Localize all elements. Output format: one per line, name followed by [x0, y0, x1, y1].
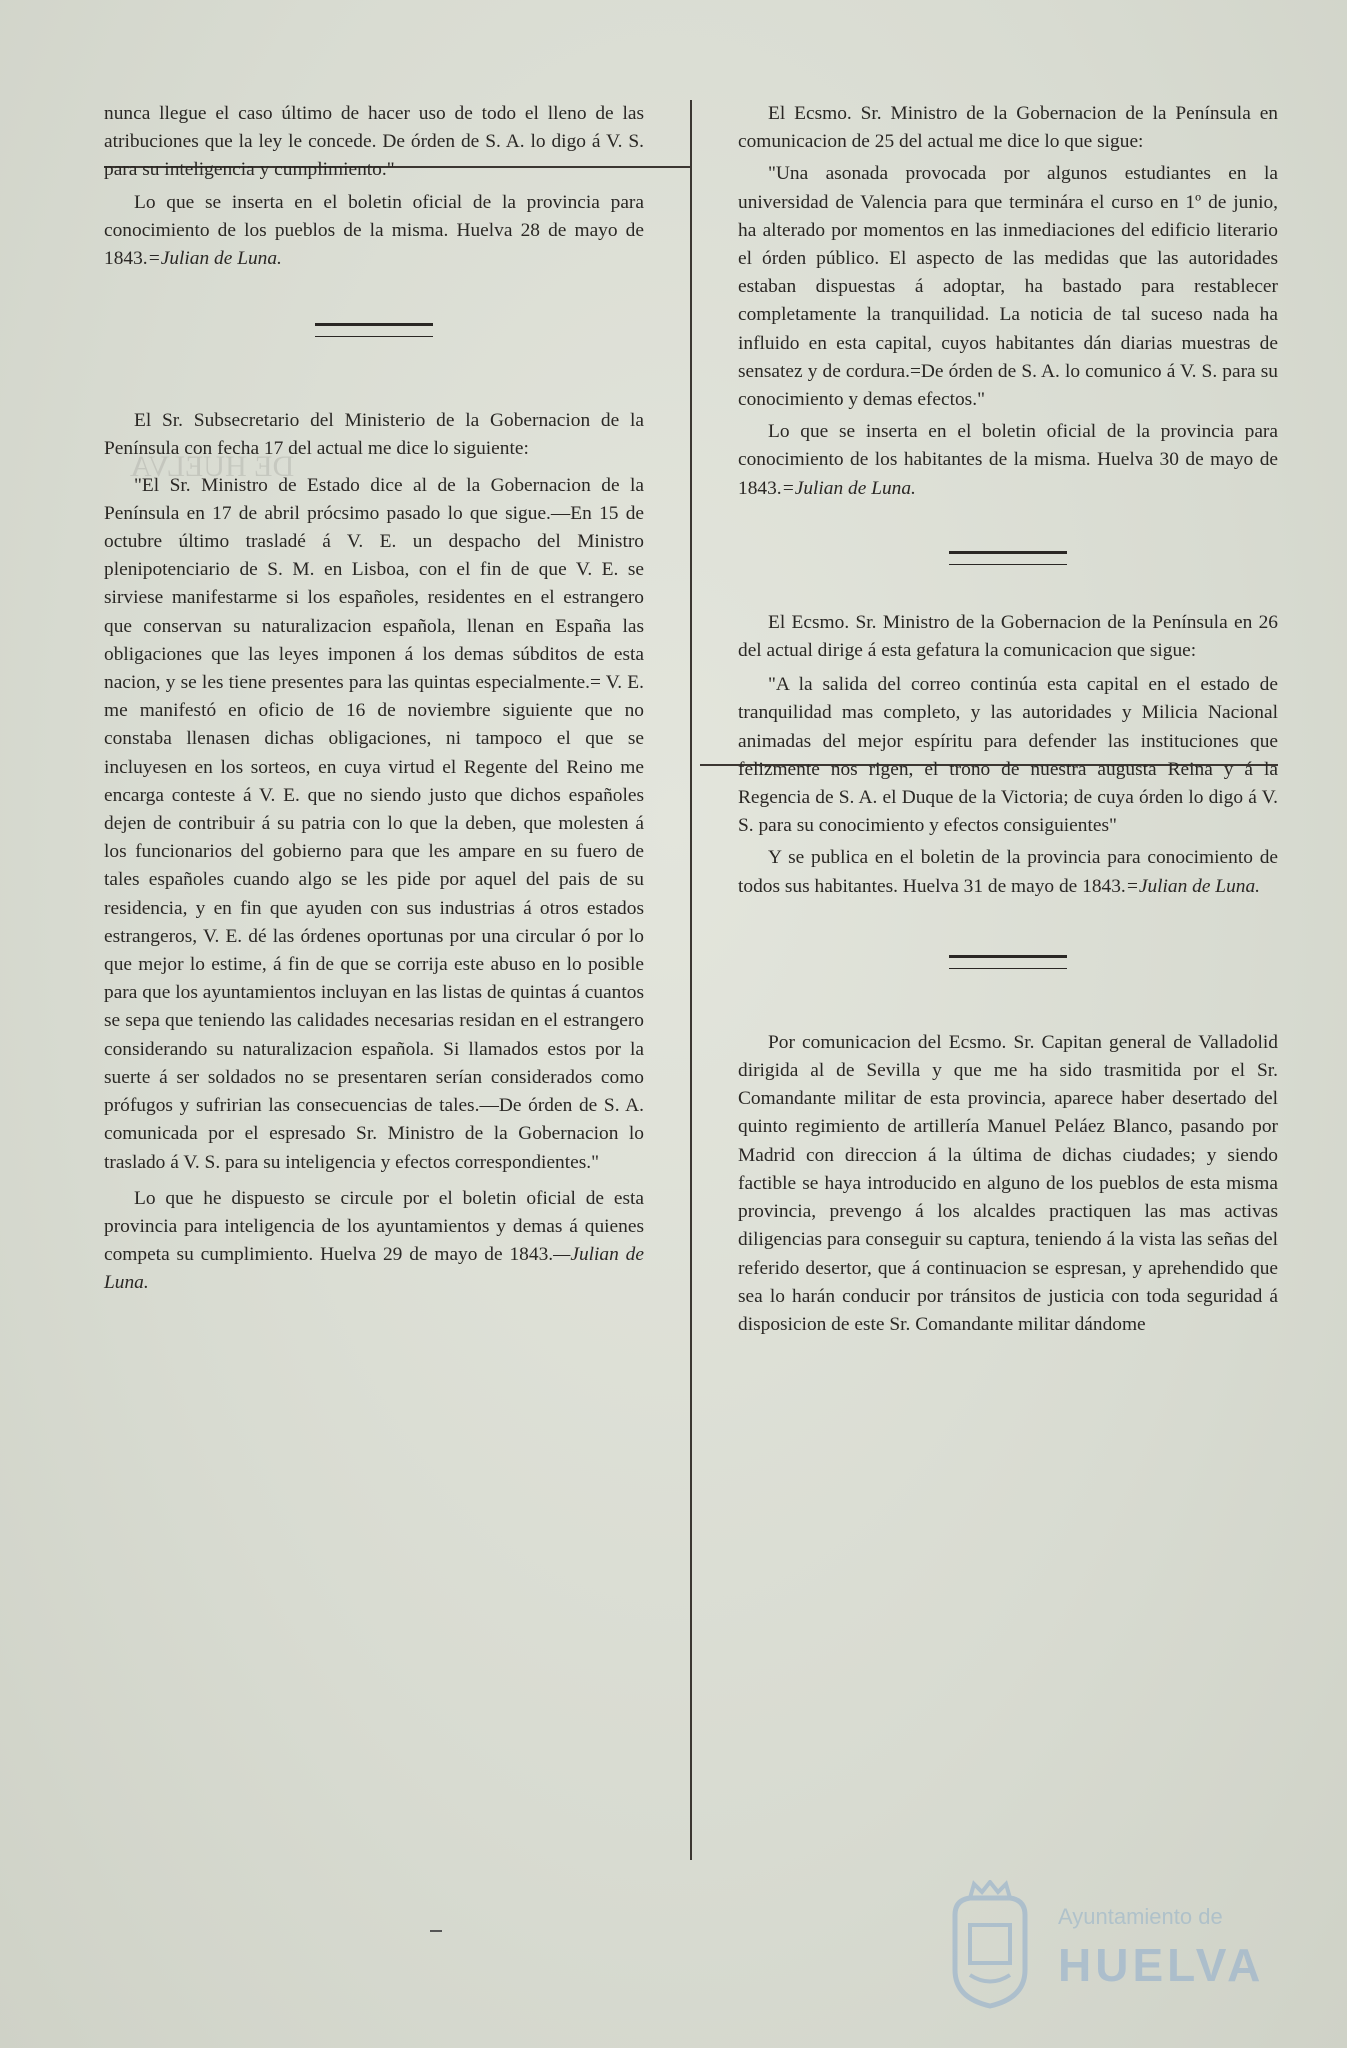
section-divider-3	[949, 955, 1067, 969]
left-paragraph-5-text: Lo que he dispuesto se circule por el boletin oficial de esta provincia para inteligencia de los ayuntamientos y demas á quienes competa su cumplimiento. Huelva 29 de mayo de 1843.	[104, 1187, 644, 1266]
section-divider-1	[315, 323, 433, 337]
right-paragraph-5: "A la salida del correo continúa esta capital en el estado de tranquilidad mas completo, y las autoridades y Milicia Nacional animadas del mejor espíritu para defender las instituciones que felizmente nos rigen, el trono de nuestra augusta Reina y á la Regencia de S. A. el Duque de la Victoria; de cuya órden lo digo á V. S. para su conocimiento y efectos consiguientes"	[738, 674, 1278, 837]
signature-julian-de-luna-2: —Julian de Luna.	[104, 1244, 644, 1294]
show-through-text: DE HUELVA	[130, 450, 295, 483]
right-paragraph-3	[738, 418, 1278, 503]
left-paragraph-4: "El Sr. Ministro de Estado dice al de la Gobernacion de la Península en 17 de abril prócsimo pasado lo que sigue.—En 15 de octubre último trasladé á V. E. un despacho del Ministro plenipotenciario de S. M. en Lisboa, con el fin de que V. E. se sirviese manifestarme si los españoles, residentes en el estrangero que conservan su naturalizacion española, llenan en España las obligaciones que las leyes imponen á los demas súbditos de esta nacion, y se les tiene presentes para las quintas especialmente.= V. E. me manifestó en oficio de 16 de noviembre siguiente que no constaba llenasen dichas obligaciones, ni tampoco el que se incluyesen en los sorteos, en cuya virtud el Regente del Reino me encarga conteste á V. E. que no siendo justo que dichos españoles dejen de contribuir á su patria con lo que la deben, que molesten á los funcionarios del gobierno para que les ampare en su fuero de tales españoles cuando algo se les pide por aquel del pais de su residencia, y en fin que ayuden con sus industrias á otros estados estrangeros, V. E. dé las órdenes oportunas por una circular ó por lo que mejor lo estime, á fin de que se corrija este abuso en lo posible para que los ayuntamientos incluyan en las listas de quintas á cuantos se sepa que teniendo las calidades necesarias residan en el estrangero considerando su naturalizacion española. Si llamados estos por la suerte á ser soldados no se presentaren serían considerados como prófugos y sufririan las consecuencias de tales.—De órden de S. A. comunicada por el espresado Sr. Ministro de la Gobernacion lo traslado á V. S. para su inteligencia y efectos correspondientes."	[104, 474, 644, 1173]
page-mark	[430, 1930, 442, 1932]
signature-julian-de-luna-1: =Julian de Luna.	[147, 248, 282, 270]
right-paragraph-6-text: Y se publica en el boletin de la provincia para conocimiento de todos sus habitantes. Huelva 31 de mayo de 1843.	[738, 847, 1278, 897]
signature-julian-de-luna-3: =Julian de Luna.	[781, 477, 916, 499]
left-paragraph-2-text: Lo que se inserta en el boletin oficial de la provincia para conocimiento de los pueblos de la misma. Huelva 28 de mayo de 1843.	[104, 191, 644, 270]
right-paragraph-7: Por comunicacion del Ecsmo. Sr. Capitan general de Valladolid dirigida al de Sevilla y que me ha sido trasmitida por el Sr. Comandante militar de esta provincia, aparece haber desertado del quinto regimiento de artillería Manuel Peláez Blanco, pasando por Madrid con direccion á la última de dichas ciudades; y siendo factible se haya introducido en alguno de los pueblos de esta misma provincia, prevengo á los alcaldes practiquen las mas activas diligencias para conseguir su captura, teniendo á la vista las señas del referido desertor, que á continuacion se espresan, y aprehendido que sea lo harán conducir por tránsitos de justicia con toda seguridad á disposicion de este Sr. Comandante militar dándome	[738, 1031, 1278, 1335]
section-divider-2	[949, 551, 1067, 565]
huelva-watermark	[940, 1880, 1270, 2015]
coat-of-arms-icon	[940, 1880, 1040, 2010]
column-divider	[690, 100, 692, 1860]
right-paragraph-2: "Una asonada provocada por algunos estudiantes en la universidad de Valencia para que terminára el curso en 1º de junio, ha alterado por momentos en las inmediaciones del edificio literario el órden público. El aspecto de las medidas que las autoridades estaban dispuestas á adoptar, ha bastado para restablecer completamente la tranquilidad. La noticia de tal suceso nada ha influido en esta capital, cuyos habitantes dán diarias muestras de sensatez y de cordura.=De órden de S. A. lo comunico á V. S. para su conocimiento y demas efectos."	[738, 163, 1278, 411]
left-paragraph-3: El Sr. Subsecretario del Ministerio de la Gobernacion de la Península con fecha 17 del actual me dice lo siguiente:	[104, 410, 644, 460]
left-column	[104, 100, 644, 1298]
watermark-line-1: Ayuntamiento de	[1058, 1904, 1223, 1929]
right-paragraph-1: El Ecsmo. Sr. Ministro de la Gobernacion de la Península en comunicacion de 25 del actual me dice lo que sigue:	[738, 103, 1278, 153]
right-paragraph-4: El Ecsmo. Sr. Ministro de la Gobernacion de la Península en 26 del actual dirige á esta gefatura la comunicacion que sigue:	[738, 611, 1278, 662]
left-paragraph-2	[104, 189, 644, 274]
right-paragraph-6	[738, 844, 1278, 900]
signature-julian-de-luna-4: =Julian de Luna.	[1125, 875, 1261, 897]
left-paragraph-5	[104, 1185, 644, 1298]
right-column	[738, 100, 1278, 1339]
left-paragraph-1: nunca llegue el caso último de hacer uso de todo el lleno de las atribuciones que la ley le concede. De órden de S. A. lo digo á V. S. para su inteligencia y cumplimiento."	[104, 103, 644, 181]
watermark-line-2: HUELVA	[1058, 1939, 1265, 1991]
right-paragraph-3-text: Lo que se inserta en el boletin oficial de la provincia para conocimiento de los habitantes de la misma. Huelva 30 de mayo de 1843.	[738, 421, 1278, 499]
